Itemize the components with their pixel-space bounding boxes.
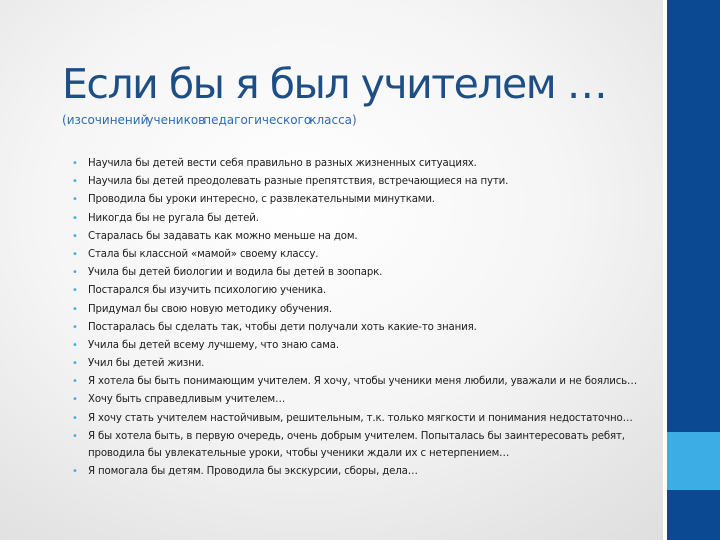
bullet-icon: •	[72, 376, 78, 388]
bullet-icon: •	[72, 358, 78, 370]
bullet-icon: •	[72, 394, 78, 406]
bullet-icon: •	[72, 412, 78, 424]
bullet-icon: •	[72, 339, 78, 351]
bullet-icon: •	[72, 212, 78, 224]
bullet-item	[72, 228, 662, 245]
bullet-item	[72, 373, 662, 390]
subtitle-open-paren: (	[62, 113, 67, 127]
bullet-item	[72, 264, 662, 281]
slide-subtitle	[62, 111, 662, 129]
bullet-item	[72, 463, 662, 480]
bullet-text: Я помогала бы детям. Проводила бы экскурсии, сборы, дела…	[88, 466, 418, 477]
bullet-text: Старалась бы задавать как можно меньше на дом.	[88, 230, 358, 242]
bullet-item	[72, 337, 662, 354]
subtitle-part-2: учеников	[146, 113, 206, 127]
bullet-text: Придумал бы свою новую методику обучения.	[88, 303, 332, 315]
side-bar-accent	[667, 432, 720, 490]
bullet-text: Проводила бы уроки интересно, с развлекательными минутками.	[88, 194, 435, 206]
bullet-icon: •	[72, 176, 78, 188]
bullet-icon: •	[72, 321, 78, 333]
bullet-icon: •	[72, 430, 78, 442]
bullet-text: Постарался бы изучить психологию ученика.	[88, 285, 327, 297]
bullet-item	[72, 282, 662, 299]
bullet-text: Учила бы детей биологии и водила бы детей в зоопарк.	[88, 267, 383, 279]
bullet-text: Научила бы детей вести себя правильно в разных жизненных ситуациях.	[88, 158, 477, 169]
subtitle-part-3: педагогического	[203, 113, 312, 127]
bullet-item	[72, 410, 662, 427]
bullet-icon: •	[72, 194, 78, 206]
subtitle-part-1: изсочинений	[66, 113, 149, 127]
bullet-item	[72, 246, 662, 263]
bullet-icon: •	[72, 248, 78, 260]
subtitle-close-paren: )	[352, 113, 357, 127]
bullet-item	[72, 210, 662, 227]
bullet-item	[72, 301, 662, 318]
bullet-item	[72, 391, 662, 408]
bullet-icon: •	[72, 158, 78, 169]
bullet-item	[72, 155, 662, 172]
bullet-text: Стала бы классной «мамой» своему классу.	[88, 248, 319, 260]
bullet-text: Учила бы детей всему лучшему, что знаю сама.	[88, 339, 339, 351]
bullet-text: Никогда бы не ругала бы детей.	[88, 212, 259, 224]
bullet-text: Хочу быть справедливым учителем…	[88, 394, 286, 406]
bullet-text: Я бы хотела быть, в первую очередь, очень добрым учителем. Попыталась бы заинтересовать ребят, проводила бы увлекательные уроки, чтобы ученики ждали их с нетерпением…	[88, 430, 625, 459]
bullet-icon: •	[72, 466, 78, 477]
bullet-item	[72, 173, 662, 190]
bullet-icon: •	[72, 303, 78, 315]
bullet-item	[72, 191, 662, 208]
bullet-text: Постаралась бы сделать так, чтобы дети получали хоть какие-то знания.	[88, 321, 477, 333]
bullet-text: Я хотела бы быть понимающим учителем. Я хочу, чтобы ученики меня любили, уважали и не боялись…	[88, 376, 638, 388]
slide-title: Если бы я был учителем …	[62, 60, 607, 108]
bullet-item	[72, 355, 662, 372]
subtitle-part-4: класса	[309, 113, 353, 127]
bullet-item	[72, 319, 662, 336]
bullet-icon: •	[72, 230, 78, 242]
bullet-icon: •	[72, 285, 78, 297]
bullet-list	[72, 155, 662, 481]
bullet-text: Я хочу стать учителем настойчивым, решительным, т.к. только мягкости и понимания недостаточно…	[88, 412, 633, 424]
bullet-item	[72, 428, 662, 462]
bullet-text: Учил бы детей жизни.	[88, 358, 205, 370]
bullet-icon: •	[72, 267, 78, 279]
bullet-text: Научила бы детей преодолевать разные препятствия, встречающиеся на пути.	[88, 176, 509, 188]
